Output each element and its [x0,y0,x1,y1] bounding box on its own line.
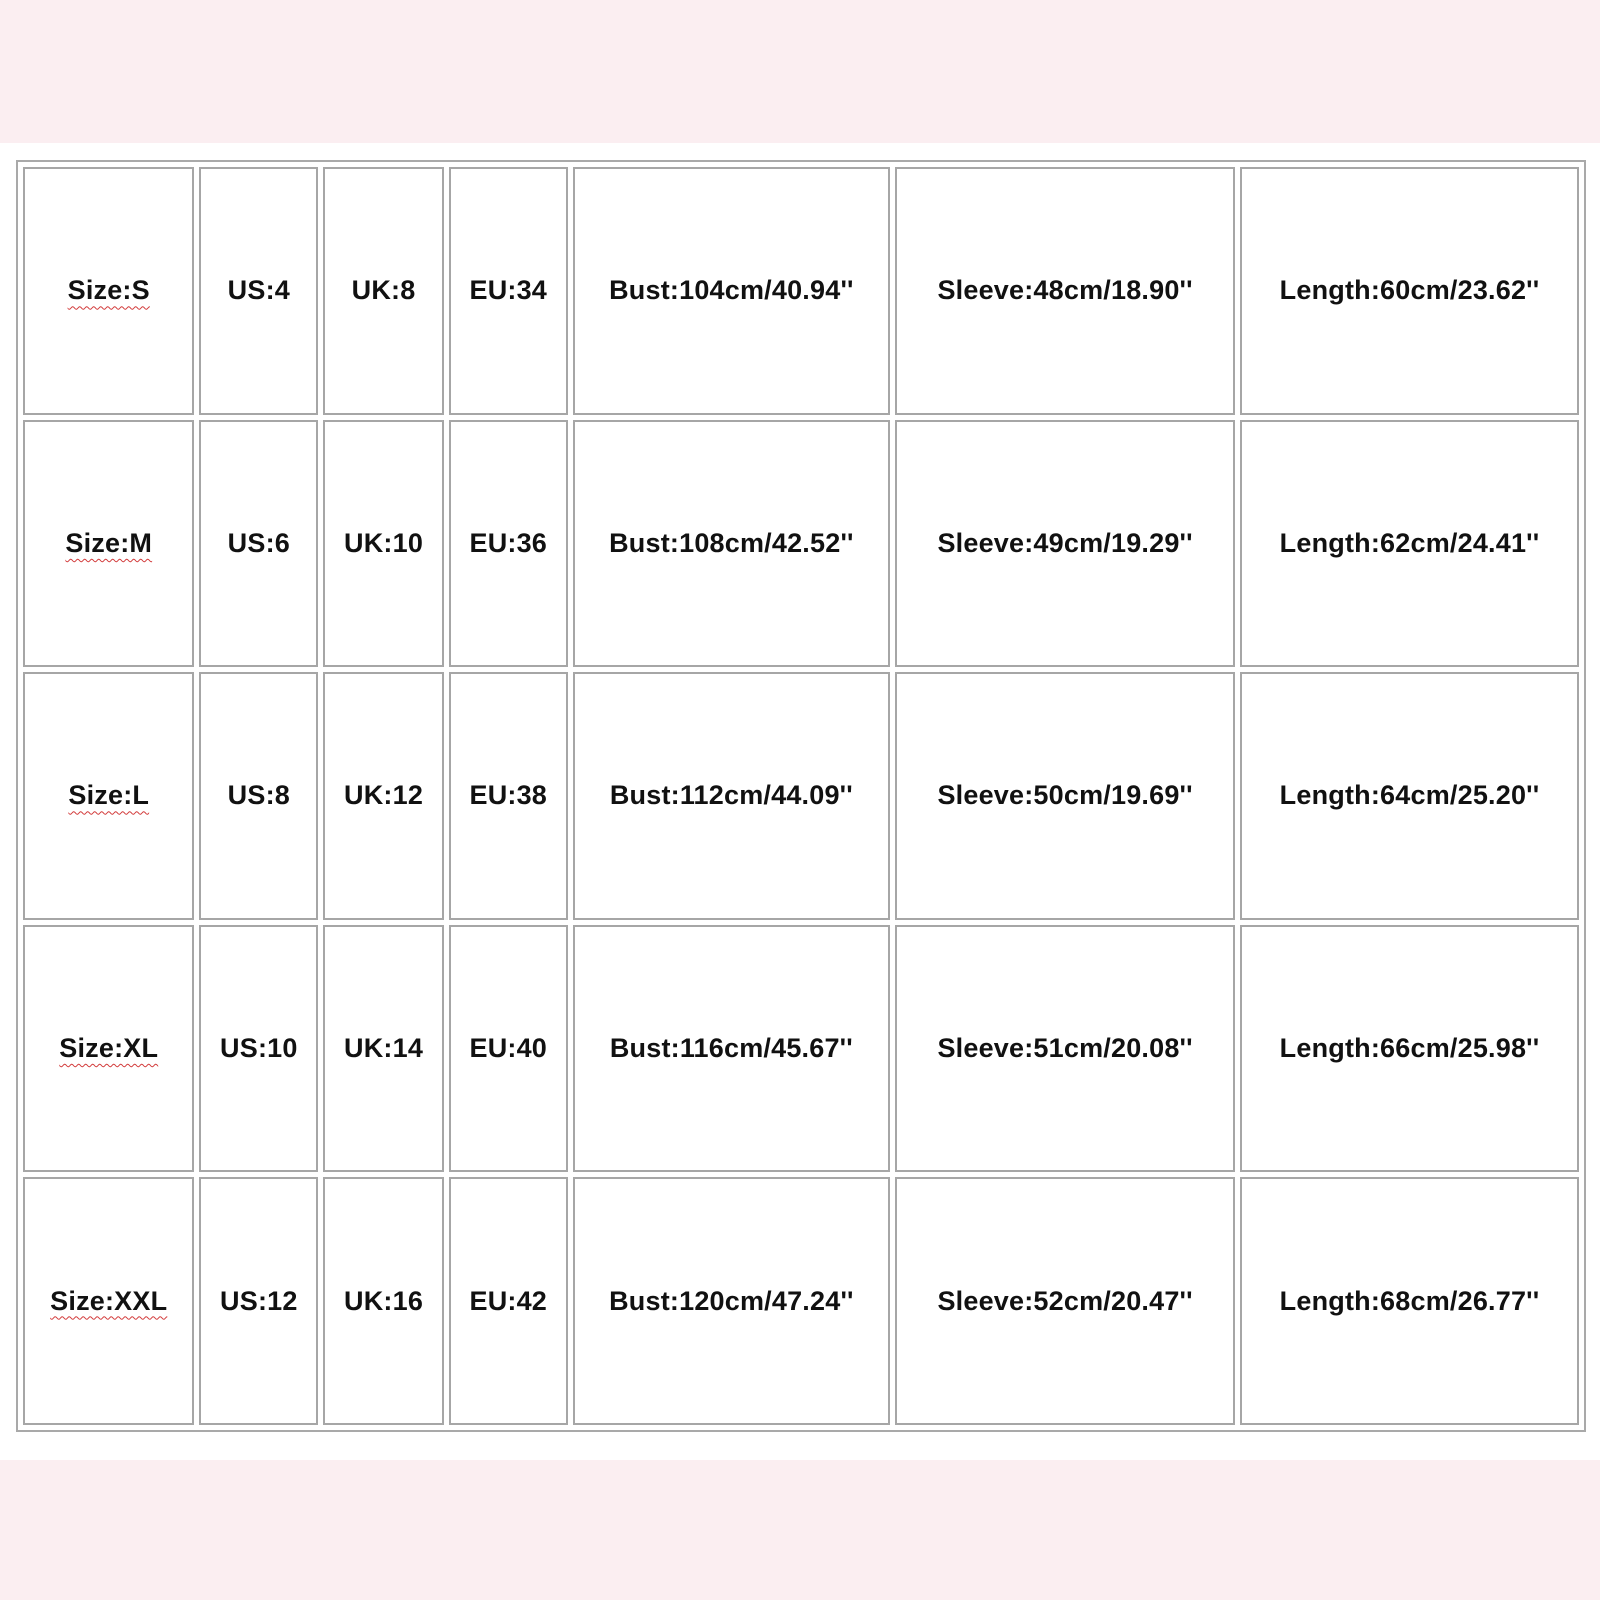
length-cell: Length:64cm/25.20'' [1240,672,1579,920]
size-cell [23,672,194,920]
bust-cell: Bust:120cm/47.24'' [573,1177,891,1425]
uk-size-cell: UK:8 [323,167,444,415]
us-size-cell: US:8 [199,672,318,920]
bust-cell: Bust:108cm/42.52'' [573,420,891,668]
sleeve-cell: Sleeve:51cm/20.08'' [895,925,1235,1173]
eu-size-cell: EU:40 [449,925,568,1173]
us-size-cell: US:12 [199,1177,318,1425]
eu-size-cell: EU:34 [449,167,568,415]
length-cell: Length:68cm/26.77'' [1240,1177,1579,1425]
size-cell [23,420,194,668]
us-size-cell: US:6 [199,420,318,668]
length-cell: Length:60cm/23.62'' [1240,167,1579,415]
size-cell [23,1177,194,1425]
size-cell [23,925,194,1173]
uk-size-cell: UK:14 [323,925,444,1173]
us-size-cell: US:10 [199,925,318,1173]
size-chart-table [16,160,1586,1432]
size-row-l [23,672,1579,920]
eu-size-cell: EU:42 [449,1177,568,1425]
length-cell: Length:66cm/25.98'' [1240,925,1579,1173]
bust-cell: Bust:104cm/40.94'' [573,167,891,415]
size-label: Size:XXL [50,1285,168,1316]
uk-size-cell: UK:12 [323,672,444,920]
eu-size-cell: EU:38 [449,672,568,920]
size-cell [23,167,194,415]
size-row-s [23,167,1579,415]
sleeve-cell: Sleeve:48cm/18.90'' [895,167,1235,415]
uk-size-cell: UK:10 [323,420,444,668]
size-label: Size:XL [59,1033,159,1064]
sleeve-cell: Sleeve:50cm/19.69'' [895,672,1235,920]
bust-cell: Bust:116cm/45.67'' [573,925,891,1173]
size-label: Size:L [68,780,150,811]
uk-size-cell: UK:16 [323,1177,444,1425]
us-size-cell: US:4 [199,167,318,415]
size-label: Size:M [65,527,153,558]
size-row-xl [23,925,1579,1173]
sleeve-cell: Sleeve:52cm/20.47'' [895,1177,1235,1425]
eu-size-cell: EU:36 [449,420,568,668]
sleeve-cell: Sleeve:49cm/19.29'' [895,420,1235,668]
size-label: Size:S [67,275,150,306]
size-chart-sheet [0,143,1600,1460]
bust-cell: Bust:112cm/44.09'' [573,672,891,920]
size-row-xxl [23,1177,1579,1425]
size-row-m [23,420,1579,668]
length-cell: Length:62cm/24.41'' [1240,420,1579,668]
